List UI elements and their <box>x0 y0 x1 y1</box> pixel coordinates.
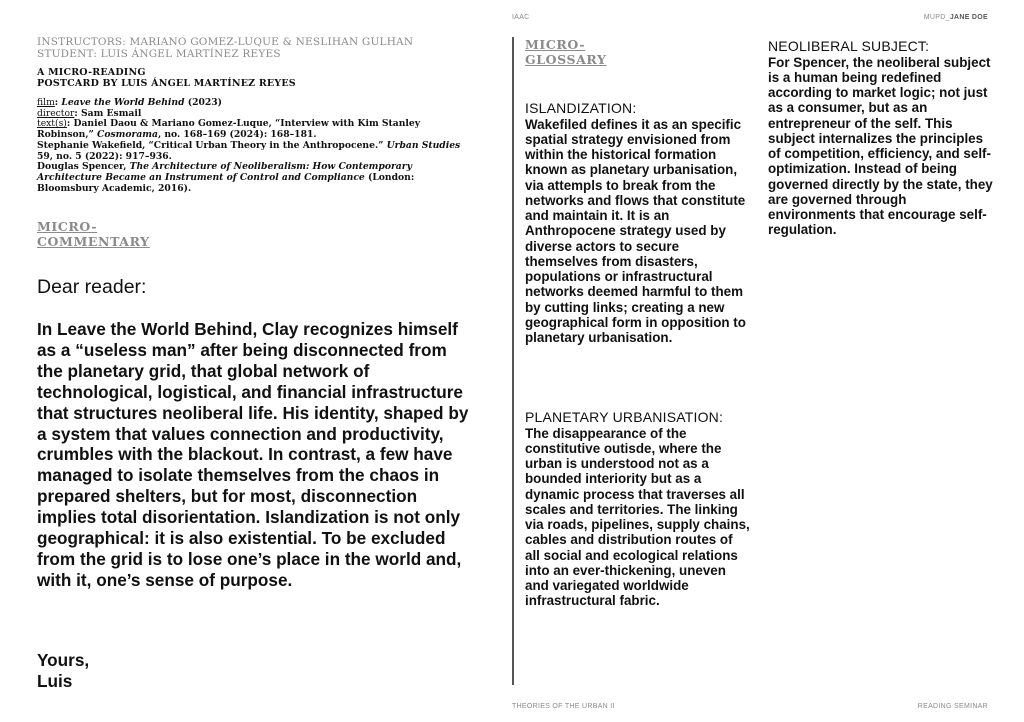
postcard-heading <box>37 67 296 89</box>
glossary-entry-planetary-urbanisation <box>525 410 750 609</box>
closing-signature: Luis <box>37 670 73 691</box>
film-title: Leave the World Behind <box>61 97 185 108</box>
references <box>37 98 477 194</box>
glossary-definition: For Spencer, the neoliberal subject is a human being redefined according to market logic; not just as a consumer, but as an entrepreneur of the self. This subject internalizes the principles of competition, efficiency, and self-optimization. Instead of being governed directly by the state, they are governed through environments that encourage self-regulation. <box>768 54 993 238</box>
header-left: IAAC <box>512 14 530 21</box>
texts-label: text(s) <box>37 118 67 130</box>
footer-center: THEORIES OF THE URBAN II <box>512 703 615 710</box>
director-value: : Sam Esmail <box>74 107 142 119</box>
glossary-term: ISLANDIZATION: <box>525 100 637 116</box>
film-label: film <box>37 97 55 108</box>
glossary-entry-islandization <box>525 101 750 345</box>
text-ref-3-a: Douglas Spencer, <box>37 161 130 173</box>
footer-right: READING SEMINAR <box>917 703 988 710</box>
closing-line1: Yours, <box>37 650 90 670</box>
greeting: Dear reader: <box>37 276 147 298</box>
header-right-prefix: MUPD_ <box>923 14 950 21</box>
student-line: STUDENT: LUIS ÁNGEL MARTÍNEZ REYES <box>37 48 281 60</box>
glossary-term: NEOLIBERAL SUBJECT: <box>768 38 930 54</box>
text-ref-2-a: Stephanie Wakefield, “Critical Urban Theory in the Anthropocene.” <box>37 139 387 151</box>
instructors-line: INSTRUCTORS: MARIANO GOMEZ-LUQUE & NESLIHAN GULHAN <box>37 36 414 48</box>
glossary-definition: The disappearance of the constitutive outisde, where the urban is understood not as a bounded interiority but as a dynamic process that traverses all scales and territories. The linking via roads, pipelines, supply chains, cables and distribution routes of all social and ecological relations into an ever-thickening, uneven and variegated worldwide infrastructural fabric. <box>525 425 750 609</box>
header-right-name: JANE DOE <box>949 14 988 21</box>
text-ref-1-journal: Cosmorama <box>97 129 158 141</box>
header-right <box>924 14 988 21</box>
commentary-title-line1: MICRO- <box>37 219 98 234</box>
text-ref-3 <box>37 162 477 194</box>
film-line: film: Leave the World Behind (2023) <box>37 97 222 108</box>
glossary-title <box>525 37 607 67</box>
text-ref-2-b: 59, no. 5 (2022): 917–936. <box>37 150 172 162</box>
commentary-title <box>37 219 150 249</box>
closing <box>37 650 89 692</box>
text-ref-3-b: (London: Bloomsbury Academic, 2016). <box>37 171 415 194</box>
text-ref-2-journal: Urban Studies <box>386 139 461 151</box>
credits <box>37 36 413 60</box>
text-ref-2 <box>37 141 477 162</box>
commentary-body: In Leave the World Behind, Clay recognizes himself as a “useless man” after being disconnected from the planetary grid, that global network of technological, logistical, and financial infrastructure that structures neoliberal life. His identity, shaped by a system that values connection and productivity, crumbles with the blackout. In contrast, a few have managed to isolate themselves from the chaos in prepared shelters, but for most, disconnection implies total disorientation. Islandization is not only geographical: it is also existential. To be excluded from the grid is to lose one’s place in the world and, with it, one’s sense of purpose. <box>37 319 469 590</box>
text-ref-1-b: , no. 168–169 (2024): 168–181. <box>157 129 317 141</box>
text-ref-3-title: The Architecture of Neoliberalism: How Contemporary Architecture Became an Instrument of Control and Compliance <box>37 161 412 183</box>
micro-reading-label: A MICRO-READING <box>37 67 146 78</box>
column-divider <box>512 37 514 685</box>
glossary-term: PLANETARY URBANISATION: <box>525 409 724 425</box>
glossary-definition: Wakefiled defines it as an specific spatial strategy envisioned from within the historical formation known as planetary urbanisation, via attempls to break from the networks and flows that constitute and maintain it. It is an Anthropocene strategy used by diverse actors to secure themselves from disasters, populations or infrastructural networks deemed harmful to them by cutting links; creating a new geographical form in opposition to planetary urbanisation. <box>525 116 746 346</box>
text-ref-1-a: : Daniel Daou & Mariano Gomez-Luque, “Interview with Kim Stanley Robinson,” <box>37 118 421 141</box>
commentary-title-line2: COMMENTARY <box>37 234 150 249</box>
glossary-title-line1: MICRO- <box>525 37 586 52</box>
director-label: director <box>37 107 75 119</box>
film-year: (2023) <box>184 97 222 108</box>
postcard-author: POSTCARD BY LUIS ÁNGEL MARTÍNEZ REYES <box>37 78 296 89</box>
glossary-title-line2: GLOSSARY <box>525 52 607 67</box>
glossary-entry-neoliberal-subject <box>768 39 993 238</box>
text-ref-1 <box>37 119 477 140</box>
